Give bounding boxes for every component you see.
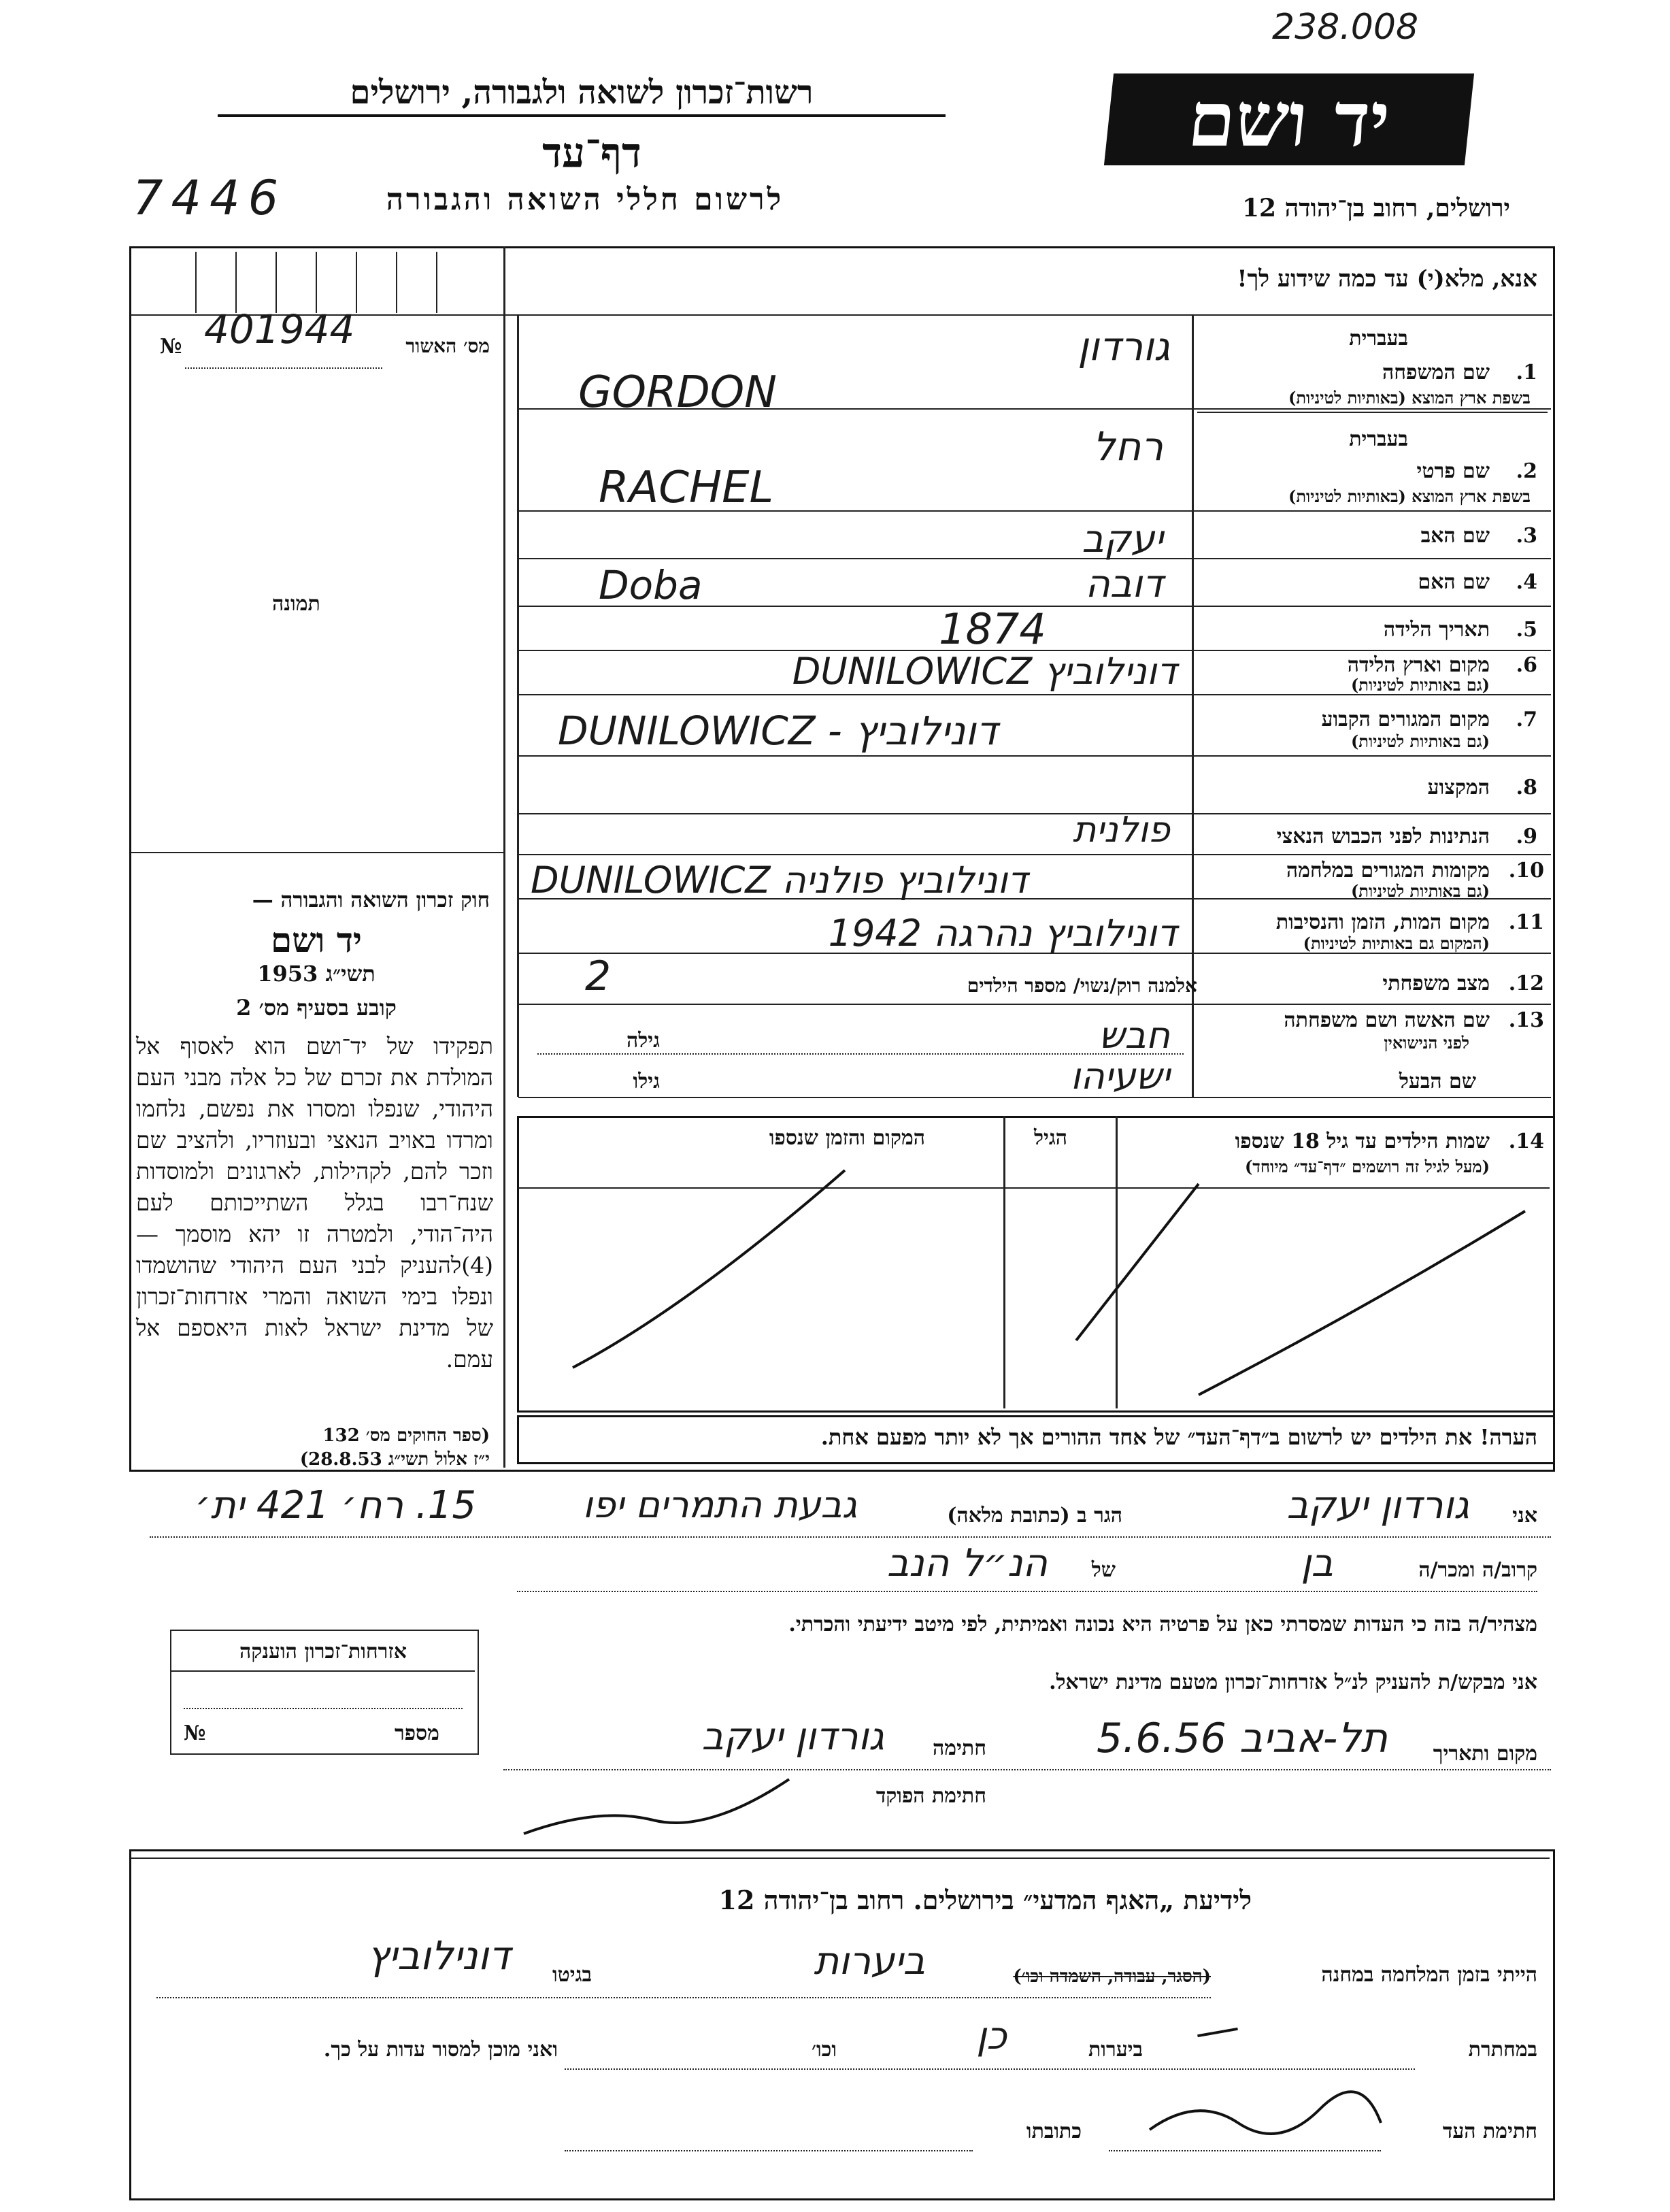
declarant-address-2: 15. רח׳ 421 ית׳ <box>195 1483 476 1528</box>
left-column-divider <box>503 246 505 1468</box>
law-body: תפקידו של יד־ושם הוא לאסוף אל המולדת את זכרם של כל אלה מבני העם היהודי, שנפלו ומסרו את נפשם, נלחמו ומרדו באויב הנאצי ובעוזריו, ולהציב שם וזכר להם, לקהילות, לארגונים ולמוסדות שנח־רבו בגלל השתייכותם לעם היה־הודי, ולמטרה זו יהא מוסמך — (4)להעניק לבני העם היהודי שהושמדו ונפלו בימי השואה והמרי אזרחות־זכרון של מדינת ישראל לאות היאספם אל עמם. <box>136 1033 493 1372</box>
field-1-value-hebrew: גורדון <box>1078 323 1170 369</box>
field-5-value: 1874 <box>939 604 1046 654</box>
logo-text: יד ושם <box>1184 76 1395 163</box>
request-text: אני מבקש/ת להעניק לנ״ל אזרחות־זכרון מטעם מדינת ישראל. <box>1049 1670 1537 1694</box>
form-title: דף־עד <box>542 129 641 177</box>
field-13-sub: לפני הנישואין <box>1384 1033 1469 1053</box>
field-7-sub: (גם באותיות לטיניות) <box>1350 731 1490 751</box>
field-7-number: 7. <box>1516 708 1537 731</box>
law-clause: קובע בסעיף מס׳ 2 <box>236 995 397 1021</box>
field-1-sub: בשפת ארץ המוצא (באותיות לטיניות) <box>1288 388 1531 408</box>
archive-number: 238.008 <box>1272 7 1419 48</box>
strike-line-place <box>573 1170 845 1368</box>
field-5-number: 5. <box>1516 618 1537 642</box>
footer-etc-label: וכו׳ <box>812 2038 837 2062</box>
field-12-value: 2 <box>585 953 612 1000</box>
footer-ghetto-value: דונילוביץ <box>367 1932 510 1979</box>
note-text: הערה! את הילדים יש לרשום ב״דף־העד״ של אחד ההורים אך לא יותר מפעם אחת. <box>820 1424 1537 1450</box>
children-place-column: המקום והזמן שנספו <box>769 1126 925 1150</box>
children-title: שמות הילדים עד גיל 18 שנספו <box>1235 1129 1490 1153</box>
field-10-label: מקומות המגורים במלחמה <box>1286 859 1490 882</box>
footer-camp-prefix: הייתי בזמן המלחמה במחנה <box>1321 1963 1537 1987</box>
relation-label: קרוב/ה ומכר/ה <box>1418 1558 1537 1582</box>
footer-forests-value: כן <box>976 2014 1007 2058</box>
strike-line-names <box>1199 1211 1525 1395</box>
footer-camp-value: ביערות <box>814 1939 925 1983</box>
approval-number: 401944 <box>204 306 355 352</box>
handwritten-number: 7446 <box>133 170 287 226</box>
signature-label: חתימה <box>933 1736 986 1760</box>
husband-age-label: גילו <box>633 1070 660 1093</box>
field-4-value: דובה <box>1085 562 1163 606</box>
approval-grid <box>156 252 476 313</box>
field-9-label: הנתינות לפני הכבוש הנאצי <box>1276 825 1490 848</box>
footer-witness-signature-label: חתימת העד <box>1442 2119 1537 2143</box>
field-9-number: 9. <box>1516 825 1537 848</box>
field-6-number: 6. <box>1516 653 1537 677</box>
declaration-text: מצהיר/ה בזה כי העדות שמסרתי כאן על פרטיה היא נכונה ואמיתית, לפי מיטב ידיעתי והכרתי. <box>788 1613 1537 1636</box>
field-3-value: יעקב <box>1082 517 1163 561</box>
field-2-number: 2. <box>1516 459 1537 483</box>
law-year: תשי״ג 1953 <box>257 961 375 987</box>
field-3-label: שם האב <box>1420 524 1490 548</box>
of-value: הנ״ל הנב <box>886 1541 1048 1585</box>
field-12-number: 12. <box>1508 972 1544 995</box>
yad-vashem-logo <box>1104 73 1474 165</box>
footer-underground-label: במחתרת <box>1468 2038 1537 2062</box>
field-1-lang: בעברית <box>1349 327 1408 350</box>
children-strikethrough <box>518 1116 1550 1408</box>
field-5-label: תאריך הלידה <box>1383 618 1490 642</box>
field-2-value-hebrew: רחל <box>1092 423 1163 469</box>
footer-heading: לידיעת „האגף המדעי״ בירושלים. רחוב בן־יהודה 12 <box>718 1885 1252 1915</box>
field-10-sub: (גם באותיות לטיניות) <box>1350 881 1490 901</box>
field-7-label: מקום המגורים הקבוע <box>1321 708 1490 731</box>
law-title: חוק זכרון השואה והגבורה — <box>252 888 490 912</box>
field-11-value: דונילוביץ נהרגה 1942 <box>828 912 1177 955</box>
field-1-number: 1. <box>1516 361 1537 384</box>
photo-label: תמונה <box>272 592 320 616</box>
declarant-name: גורדון יעקב <box>1286 1483 1469 1528</box>
strike-line-age <box>1076 1184 1199 1340</box>
field-12-label: מצב משפחתי <box>1382 972 1490 995</box>
relation-value: בן <box>1301 1541 1333 1585</box>
field-4-number: 4. <box>1516 570 1537 594</box>
approval-no-label: № <box>160 335 182 359</box>
instruction-text: אנא, מלא(י) עד כמה שידוע לך! <box>1237 265 1537 293</box>
field-13-number: 13. <box>1508 1008 1544 1032</box>
of-label: של <box>1091 1558 1116 1582</box>
officer-signature-label: חתימת הפוקד <box>875 1784 986 1808</box>
field-6-label: מקום וארץ הלידה <box>1347 653 1490 677</box>
field-13-label: שם האשה ושם משפחתה <box>1284 1008 1490 1032</box>
footer-camp-types: (הסגר, עבודה, השמדה וכו׳) <box>1013 1966 1211 1987</box>
law-ref: (ספר החוקים מס׳ 132 <box>322 1425 490 1446</box>
footer-forests-label: ביערות <box>1088 2038 1143 2062</box>
field-11-number: 11. <box>1508 910 1544 934</box>
law-ref-date: י״ז אלול תשי״ג 28.8.53) <box>299 1449 490 1470</box>
footer-ready-text: ואני מוכן למסור עדות על כך. <box>323 2038 558 2062</box>
field-1-label: שם המשפחה <box>1382 361 1490 384</box>
footer-ghetto-label: בגיטו <box>552 1963 592 1987</box>
citizenship-number-label: מספר <box>395 1721 439 1745</box>
field-9-value: פולנית <box>1073 810 1170 851</box>
footer-witness-signature-scribble <box>1143 2082 1388 2150</box>
approval-label: מס׳ האשור <box>405 335 490 357</box>
declarant-address: גבעת התמרים יפו <box>582 1483 857 1526</box>
field-2-value-latin: RACHEL <box>599 463 774 513</box>
field-11-label: מקום המות, הזמן והנסיבות <box>1275 910 1490 934</box>
field-1-value-latin: GORDON <box>578 367 777 418</box>
field-13-age-label: גילה <box>626 1029 660 1053</box>
field-2-lang: בעברית <box>1349 427 1408 451</box>
children-subtitle: (מעל לגיל זה רושמים ״דף־עד״ מיוחד) <box>1244 1157 1490 1176</box>
address: ירושלים, רחוב בן־יהודה 12 <box>1241 194 1510 222</box>
field-10-number: 10. <box>1508 859 1544 882</box>
place-date-value: תל-אביב 5.6.56 <box>1096 1715 1388 1762</box>
field-2-label: שם פרטי <box>1416 459 1490 483</box>
footer-address-label: כתובתו <box>1026 2119 1082 2143</box>
declarant-resides-label: הגר ב (כתובת מלאה) <box>947 1504 1122 1528</box>
officer-signature-scribble <box>517 1766 803 1840</box>
field-10-value: DUNILOWICZ דונילוביץ פולניה <box>531 859 1028 902</box>
husband-label: שם הבעל <box>1399 1070 1476 1093</box>
field-13-value: חבש <box>1099 1014 1170 1057</box>
children-age-column: הגיל <box>1034 1126 1068 1150</box>
field-8-label: המקצוע <box>1427 776 1490 799</box>
place-date-label: מקום ותאריך <box>1433 1742 1537 1766</box>
field-12-inline: אלמנה רוק/נשוי/ מספר הילדים <box>967 974 1197 997</box>
field-3-number: 3. <box>1516 524 1537 548</box>
form-subtitle: לרשום חללי השואה והגבורה <box>386 182 784 217</box>
law-name: יד ושם <box>271 920 362 960</box>
citizenship-box-title: אזרחות־זכרון הוענקה <box>239 1640 407 1664</box>
authority-name: רשות־זכרון לשואה ולגבורה, ירושלים <box>218 73 946 117</box>
field-4-label: שם האם <box>1418 570 1490 594</box>
field-6-sub: (גם באותיות לטיניות) <box>1350 675 1490 695</box>
husband-value: ישעיהו <box>1070 1055 1170 1097</box>
field-7-value: DUNILOWICZ - דונילוביץ <box>558 708 998 754</box>
field-8-number: 8. <box>1516 776 1537 799</box>
field-4-value-latin: Doba <box>599 562 703 608</box>
field-6-value: דונילוביץ DUNILOWICZ <box>792 650 1177 693</box>
signature-value: גורדון יעקב <box>701 1715 884 1759</box>
declarant-prefix: אני <box>1512 1504 1537 1528</box>
field-11-sub: (המקום גם באותיות לטיניות) <box>1303 934 1490 953</box>
field-2-sub: בשפת ארץ המוצא (באותיות לטיניות) <box>1288 486 1531 506</box>
citizenship-no-label: № <box>184 1721 206 1745</box>
children-number: 14. <box>1508 1129 1544 1153</box>
